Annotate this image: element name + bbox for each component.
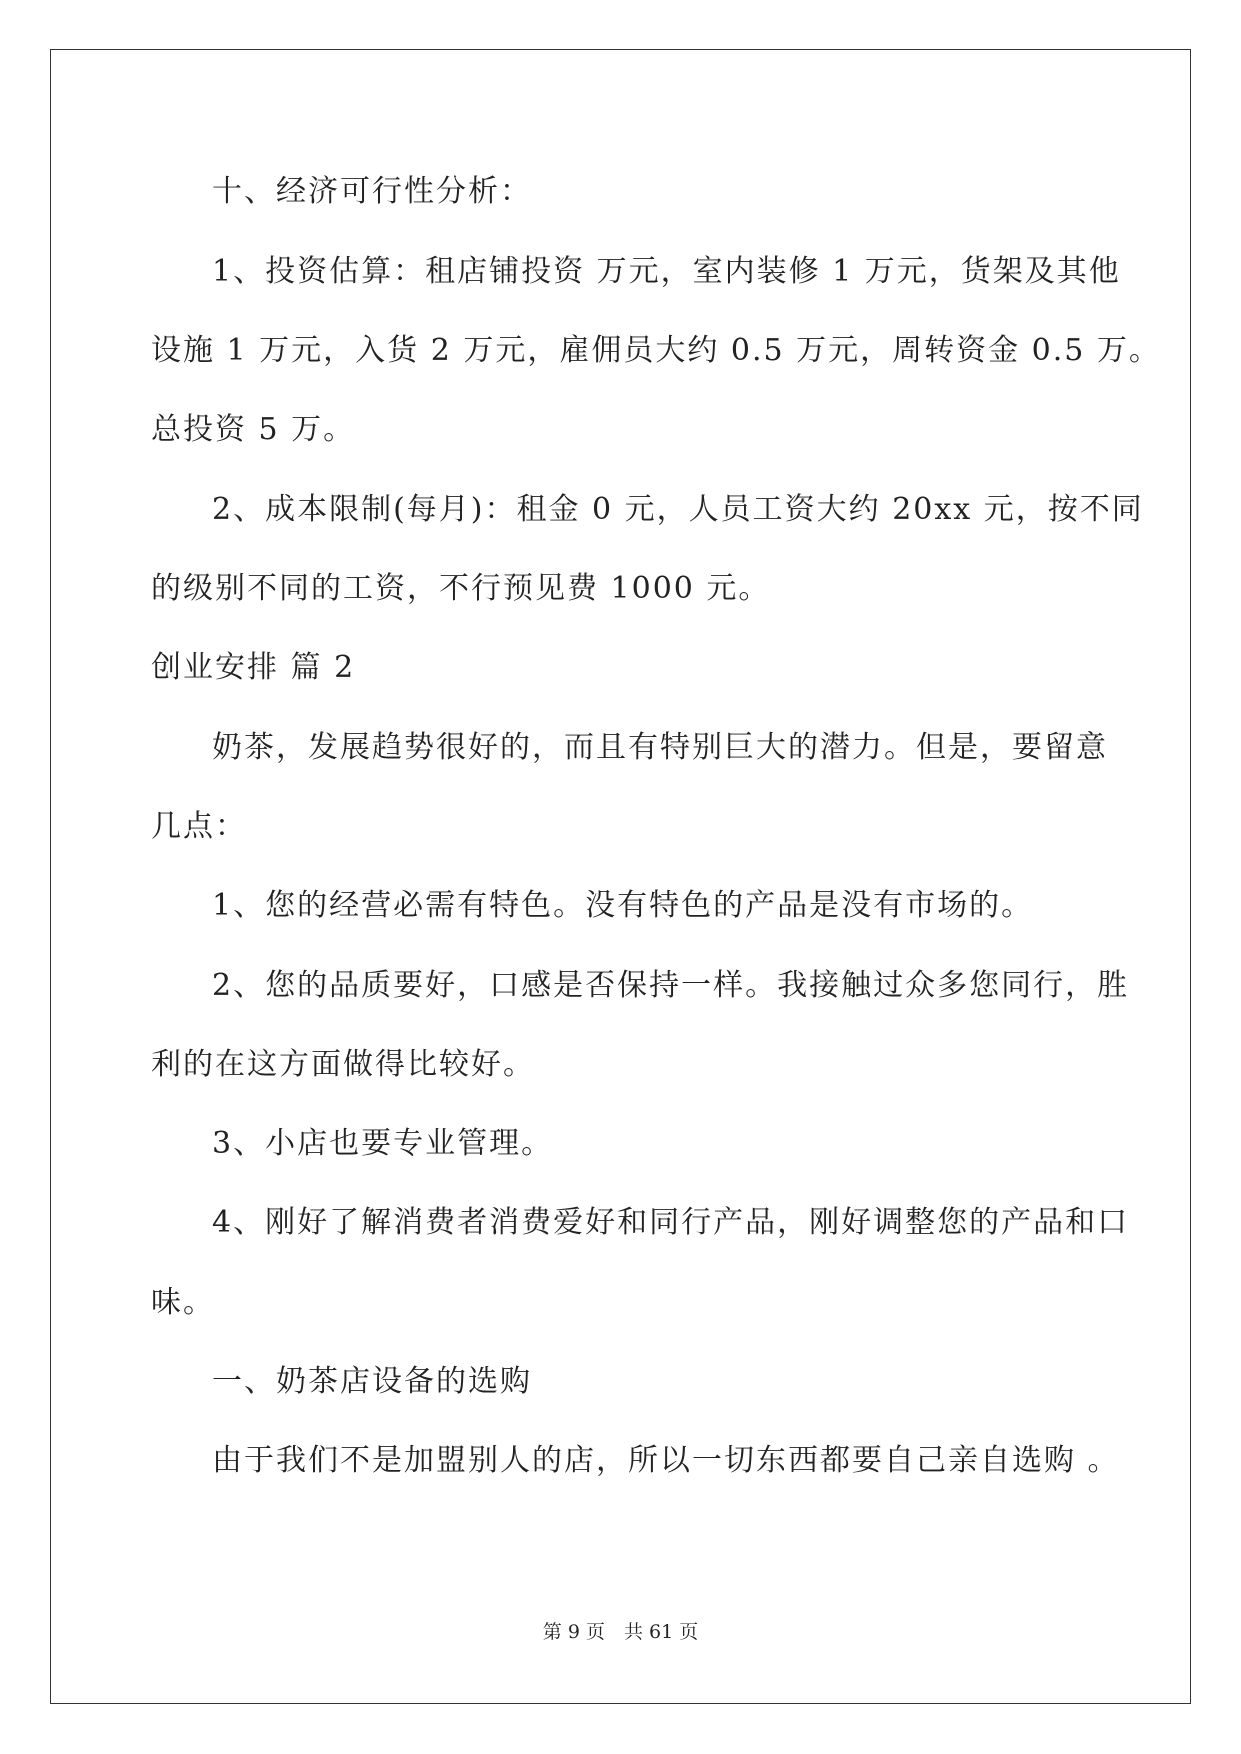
section-heading-economic-feasibility: 十、经济可行性分析：	[212, 174, 532, 209]
page-number-footer: 第 9 页 共 61 页	[542, 1621, 699, 1643]
paragraph-line: 几点：	[151, 809, 247, 844]
paragraph-line: 2、您的品质要好，口感是否保持一样。我接触过众多您同行，胜	[212, 968, 1130, 1003]
paragraph-line: 3、小店也要专业管理。	[212, 1126, 554, 1161]
article-heading: 创业安排 篇 2	[151, 650, 356, 685]
paragraph-line: 设施 1 万元，入货 2 万元，雇佣员大约 0.5 万元，周转资金 0.5 万。	[151, 333, 1161, 368]
paragraph-line: 1、您的经营必需有特色。没有特色的产品是没有市场的。	[212, 888, 1034, 923]
paragraph-line: 2、成本限制(每月)：租金 0 元，人员工资大约 20xx 元，按不同	[212, 492, 1144, 527]
paragraph-line: 由于我们不是加盟别人的店，所以一切东西都要自己亲自选购 。	[212, 1443, 1120, 1478]
paragraph-line: 利的在这方面做得比较好。	[151, 1047, 535, 1082]
paragraph-line: 的级别不同的工资，不行预见费 1000 元。	[151, 571, 771, 606]
paragraph-line: 1、投资估算：租店铺投资 万元，室内装修 1 万元，货架及其他	[212, 254, 1121, 289]
section-heading-equipment: 一、奶茶店设备的选购	[212, 1364, 532, 1399]
paragraph-line: 总投资 5 万。	[151, 412, 356, 447]
paragraph-line: 奶茶，发展趋势很好的，而且有特别巨大的潜力。但是，要留意	[212, 730, 1108, 765]
paragraph-line: 味。	[151, 1285, 215, 1320]
paragraph-line: 4、刚好了解消费者消费爱好和同行产品，刚好调整您的产品和口	[212, 1205, 1130, 1240]
